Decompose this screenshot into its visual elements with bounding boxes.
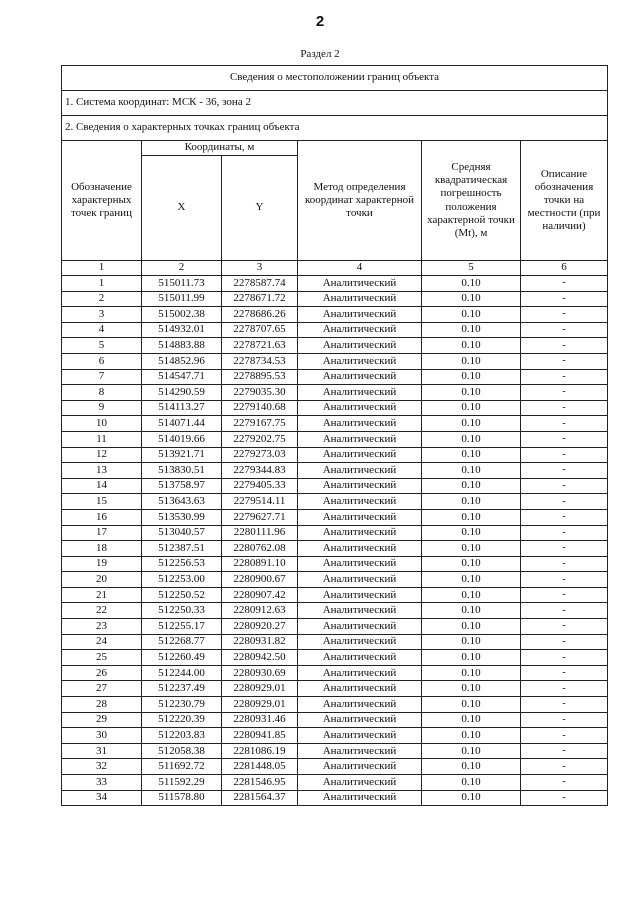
method-cell: Аналитический: [298, 416, 422, 432]
x-coordinate-cell: 513921.71: [142, 447, 222, 463]
table-row: [62, 759, 608, 775]
error-cell: 0.10: [422, 525, 521, 541]
header-x: X: [142, 156, 222, 261]
point-number-cell: 7: [62, 369, 142, 385]
error-cell: 0.10: [422, 790, 521, 806]
method-cell: Аналитический: [298, 603, 422, 619]
y-coordinate-cell: 2280762.08: [222, 541, 298, 557]
description-cell: -: [521, 494, 608, 510]
point-number-cell: 4: [62, 322, 142, 338]
y-coordinate-cell: 2278721.63: [222, 338, 298, 354]
table-row: [62, 603, 608, 619]
section-label: Раздел 2: [300, 48, 340, 60]
method-cell: Аналитический: [298, 400, 422, 416]
point-number-cell: 21: [62, 587, 142, 603]
description-cell: -: [521, 712, 608, 728]
y-coordinate-cell: 2280907.42: [222, 587, 298, 603]
x-coordinate-cell: 514883.88: [142, 338, 222, 354]
point-number-cell: 15: [62, 494, 142, 510]
table-row: [62, 665, 608, 681]
x-coordinate-cell: 512230.79: [142, 697, 222, 713]
error-cell: 0.10: [422, 494, 521, 510]
point-number-cell: 25: [62, 650, 142, 666]
point-number-cell: 34: [62, 790, 142, 806]
x-coordinate-cell: 512244.00: [142, 665, 222, 681]
x-coordinate-cell: 512268.77: [142, 634, 222, 650]
y-coordinate-cell: 2280931.46: [222, 712, 298, 728]
point-number-cell: 22: [62, 603, 142, 619]
y-coordinate-cell: 2281086.19: [222, 743, 298, 759]
point-number-cell: 33: [62, 775, 142, 791]
description-cell: -: [521, 541, 608, 557]
table-row: [62, 307, 608, 323]
point-number-cell: 24: [62, 634, 142, 650]
x-coordinate-cell: 511592.29: [142, 775, 222, 791]
table-row: [62, 478, 608, 494]
table-row: [62, 338, 608, 354]
method-cell: Аналитический: [298, 619, 422, 635]
error-cell: 0.10: [422, 416, 521, 432]
description-cell: -: [521, 556, 608, 572]
column-number: 3: [222, 261, 298, 276]
table-row: [62, 416, 608, 432]
header-description: Описание обозначения точки на местности (при наличии): [521, 141, 608, 261]
error-cell: 0.10: [422, 681, 521, 697]
table-row: [62, 681, 608, 697]
error-cell: 0.10: [422, 650, 521, 666]
table-row: [62, 619, 608, 635]
point-number-cell: 20: [62, 572, 142, 588]
method-cell: Аналитический: [298, 478, 422, 494]
y-coordinate-cell: 2280929.01: [222, 681, 298, 697]
page-number: 2: [315, 13, 325, 30]
method-cell: Аналитический: [298, 447, 422, 463]
x-coordinate-cell: 512387.51: [142, 541, 222, 557]
y-coordinate-cell: 2280920.27: [222, 619, 298, 635]
description-cell: -: [521, 400, 608, 416]
description-cell: -: [521, 385, 608, 401]
description-cell: -: [521, 369, 608, 385]
description-cell: -: [521, 322, 608, 338]
table-row: [62, 728, 608, 744]
y-coordinate-cell: 2278707.65: [222, 322, 298, 338]
method-cell: Аналитический: [298, 681, 422, 697]
y-coordinate-cell: 2278895.53: [222, 369, 298, 385]
description-cell: -: [521, 681, 608, 697]
point-number-cell: 3: [62, 307, 142, 323]
header-error: Средняя квадратическая погрешность положения характерной точки (Mt), м: [422, 141, 521, 261]
x-coordinate-cell: 512250.33: [142, 603, 222, 619]
table-row: [62, 634, 608, 650]
x-coordinate-cell: 514547.71: [142, 369, 222, 385]
table-row: [62, 276, 608, 292]
method-cell: Аналитический: [298, 369, 422, 385]
error-cell: 0.10: [422, 603, 521, 619]
method-cell: Аналитический: [298, 587, 422, 603]
method-cell: Аналитический: [298, 463, 422, 479]
x-coordinate-cell: 512255.17: [142, 619, 222, 635]
description-cell: -: [521, 525, 608, 541]
error-cell: 0.10: [422, 431, 521, 447]
column-number-row: [62, 261, 608, 276]
table-row: [62, 431, 608, 447]
x-coordinate-cell: 513830.51: [142, 463, 222, 479]
point-number-cell: 29: [62, 712, 142, 728]
header-coordinates: Координаты, м: [142, 141, 298, 156]
description-cell: -: [521, 634, 608, 650]
point-number-cell: 23: [62, 619, 142, 635]
x-coordinate-cell: 514290.59: [142, 385, 222, 401]
x-coordinate-cell: 512058.38: [142, 743, 222, 759]
error-cell: 0.10: [422, 291, 521, 307]
table-row: [62, 322, 608, 338]
description-cell: -: [521, 603, 608, 619]
description-cell: -: [521, 447, 608, 463]
description-cell: -: [521, 775, 608, 791]
method-cell: Аналитический: [298, 509, 422, 525]
error-cell: 0.10: [422, 447, 521, 463]
table-title: Сведения о местоположении границ объекта: [62, 66, 608, 91]
table-row: [62, 525, 608, 541]
method-cell: Аналитический: [298, 665, 422, 681]
error-cell: 0.10: [422, 743, 521, 759]
error-cell: 0.10: [422, 634, 521, 650]
method-cell: Аналитический: [298, 525, 422, 541]
error-cell: 0.10: [422, 541, 521, 557]
error-cell: 0.10: [422, 556, 521, 572]
column-number: 1: [62, 261, 142, 276]
error-cell: 0.10: [422, 322, 521, 338]
description-cell: -: [521, 587, 608, 603]
point-number-cell: 30: [62, 728, 142, 744]
table-row: [62, 463, 608, 479]
point-number-cell: 6: [62, 353, 142, 369]
y-coordinate-cell: 2279273.03: [222, 447, 298, 463]
point-number-cell: 11: [62, 431, 142, 447]
description-cell: -: [521, 463, 608, 479]
error-cell: 0.10: [422, 369, 521, 385]
point-number-cell: 8: [62, 385, 142, 401]
x-coordinate-cell: 514019.66: [142, 431, 222, 447]
y-coordinate-cell: 2278671.72: [222, 291, 298, 307]
error-cell: 0.10: [422, 572, 521, 588]
description-cell: -: [521, 743, 608, 759]
x-coordinate-cell: 512203.83: [142, 728, 222, 744]
point-number-cell: 19: [62, 556, 142, 572]
method-cell: Аналитический: [298, 634, 422, 650]
error-cell: 0.10: [422, 775, 521, 791]
error-cell: 0.10: [422, 587, 521, 603]
points-heading: 2. Сведения о характерных точках границ объекта: [62, 116, 608, 141]
point-number-cell: 17: [62, 525, 142, 541]
y-coordinate-cell: 2280912.63: [222, 603, 298, 619]
table-row: [62, 572, 608, 588]
y-coordinate-cell: 2280942.50: [222, 650, 298, 666]
table-row: [62, 697, 608, 713]
table-row: [62, 509, 608, 525]
header-y: Y: [222, 156, 298, 261]
method-cell: Аналитический: [298, 291, 422, 307]
method-cell: Аналитический: [298, 572, 422, 588]
header-point: Обозначение характерных точек границ: [62, 141, 142, 261]
table-row: [62, 400, 608, 416]
x-coordinate-cell: 515002.38: [142, 307, 222, 323]
table-row: [62, 775, 608, 791]
method-cell: Аналитический: [298, 353, 422, 369]
description-cell: -: [521, 338, 608, 354]
method-cell: Аналитический: [298, 556, 422, 572]
x-coordinate-cell: 514113.27: [142, 400, 222, 416]
point-number-cell: 1: [62, 276, 142, 292]
y-coordinate-cell: 2280931.82: [222, 634, 298, 650]
error-cell: 0.10: [422, 665, 521, 681]
error-cell: 0.10: [422, 509, 521, 525]
column-number: 5: [422, 261, 521, 276]
table-row: [62, 447, 608, 463]
x-coordinate-cell: 514852.96: [142, 353, 222, 369]
table-row: [62, 541, 608, 557]
y-coordinate-cell: 2278734.53: [222, 353, 298, 369]
description-cell: -: [521, 416, 608, 432]
table-row: [62, 385, 608, 401]
error-cell: 0.10: [422, 619, 521, 635]
x-coordinate-cell: 512260.49: [142, 650, 222, 666]
y-coordinate-cell: 2279514.11: [222, 494, 298, 510]
y-coordinate-cell: 2280941.85: [222, 728, 298, 744]
y-coordinate-cell: 2280891.10: [222, 556, 298, 572]
x-coordinate-cell: 514932.01: [142, 322, 222, 338]
description-cell: -: [521, 650, 608, 666]
point-number-cell: 27: [62, 681, 142, 697]
y-coordinate-cell: 2280111.96: [222, 525, 298, 541]
description-cell: -: [521, 307, 608, 323]
x-coordinate-cell: 511578.80: [142, 790, 222, 806]
error-cell: 0.10: [422, 759, 521, 775]
y-coordinate-cell: 2279167.75: [222, 416, 298, 432]
header-method: Метод определения координат характерной точки: [298, 141, 422, 261]
table-row: [62, 556, 608, 572]
x-coordinate-cell: 513040.57: [142, 525, 222, 541]
table-row: [62, 790, 608, 806]
y-coordinate-cell: 2281564.37: [222, 790, 298, 806]
x-coordinate-cell: 512250.52: [142, 587, 222, 603]
y-coordinate-cell: 2280929.01: [222, 697, 298, 713]
y-coordinate-cell: 2279405.33: [222, 478, 298, 494]
description-cell: -: [521, 276, 608, 292]
description-cell: -: [521, 728, 608, 744]
error-cell: 0.10: [422, 385, 521, 401]
x-coordinate-cell: 512256.53: [142, 556, 222, 572]
x-coordinate-cell: 513530.99: [142, 509, 222, 525]
method-cell: Аналитический: [298, 431, 422, 447]
description-cell: -: [521, 619, 608, 635]
point-number-cell: 9: [62, 400, 142, 416]
boundary-points-table: [61, 65, 608, 806]
table-row: [62, 587, 608, 603]
description-cell: -: [521, 572, 608, 588]
x-coordinate-cell: 514071.44: [142, 416, 222, 432]
x-coordinate-cell: 512237.49: [142, 681, 222, 697]
y-coordinate-cell: 2278587.74: [222, 276, 298, 292]
y-coordinate-cell: 2279202.75: [222, 431, 298, 447]
y-coordinate-cell: 2280900.67: [222, 572, 298, 588]
error-cell: 0.10: [422, 276, 521, 292]
description-cell: -: [521, 509, 608, 525]
point-number-cell: 14: [62, 478, 142, 494]
method-cell: Аналитический: [298, 743, 422, 759]
method-cell: Аналитический: [298, 307, 422, 323]
error-cell: 0.10: [422, 400, 521, 416]
point-number-cell: 31: [62, 743, 142, 759]
description-cell: -: [521, 353, 608, 369]
x-coordinate-cell: 512253.00: [142, 572, 222, 588]
table-row: [62, 369, 608, 385]
method-cell: Аналитический: [298, 338, 422, 354]
table-row: [62, 494, 608, 510]
method-cell: Аналитический: [298, 697, 422, 713]
y-coordinate-cell: 2280930.69: [222, 665, 298, 681]
error-cell: 0.10: [422, 307, 521, 323]
point-number-cell: 2: [62, 291, 142, 307]
column-number: 2: [142, 261, 222, 276]
table-row: [62, 291, 608, 307]
table-row: [62, 712, 608, 728]
point-number-cell: 16: [62, 509, 142, 525]
description-cell: -: [521, 665, 608, 681]
table-row: [62, 650, 608, 666]
method-cell: Аналитический: [298, 541, 422, 557]
y-coordinate-cell: 2281448.05: [222, 759, 298, 775]
method-cell: Аналитический: [298, 276, 422, 292]
method-cell: Аналитический: [298, 385, 422, 401]
y-coordinate-cell: 2279627.71: [222, 509, 298, 525]
x-coordinate-cell: 512220.39: [142, 712, 222, 728]
method-cell: Аналитический: [298, 712, 422, 728]
table-row: [62, 353, 608, 369]
y-coordinate-cell: 2279035.30: [222, 385, 298, 401]
description-cell: -: [521, 790, 608, 806]
point-number-cell: 18: [62, 541, 142, 557]
description-cell: -: [521, 431, 608, 447]
method-cell: Аналитический: [298, 775, 422, 791]
column-number: 6: [521, 261, 608, 276]
x-coordinate-cell: 515011.73: [142, 276, 222, 292]
error-cell: 0.10: [422, 697, 521, 713]
y-coordinate-cell: 2279344.83: [222, 463, 298, 479]
description-cell: -: [521, 759, 608, 775]
x-coordinate-cell: 515011.99: [142, 291, 222, 307]
point-number-cell: 10: [62, 416, 142, 432]
point-number-cell: 26: [62, 665, 142, 681]
method-cell: Аналитический: [298, 759, 422, 775]
error-cell: 0.10: [422, 728, 521, 744]
method-cell: Аналитический: [298, 728, 422, 744]
y-coordinate-cell: 2278686.26: [222, 307, 298, 323]
description-cell: -: [521, 697, 608, 713]
method-cell: Аналитический: [298, 322, 422, 338]
method-cell: Аналитический: [298, 790, 422, 806]
method-cell: Аналитический: [298, 650, 422, 666]
error-cell: 0.10: [422, 463, 521, 479]
table-row: [62, 743, 608, 759]
point-number-cell: 28: [62, 697, 142, 713]
y-coordinate-cell: 2279140.68: [222, 400, 298, 416]
error-cell: 0.10: [422, 712, 521, 728]
description-cell: -: [521, 291, 608, 307]
method-cell: Аналитический: [298, 494, 422, 510]
column-number: 4: [298, 261, 422, 276]
point-number-cell: 13: [62, 463, 142, 479]
x-coordinate-cell: 513758.97: [142, 478, 222, 494]
error-cell: 0.10: [422, 478, 521, 494]
y-coordinate-cell: 2281546.95: [222, 775, 298, 791]
x-coordinate-cell: 513643.63: [142, 494, 222, 510]
coordinate-system: 1. Система координат: МСК - 36, зона 2: [62, 91, 608, 116]
point-number-cell: 12: [62, 447, 142, 463]
description-cell: -: [521, 478, 608, 494]
error-cell: 0.10: [422, 353, 521, 369]
error-cell: 0.10: [422, 338, 521, 354]
x-coordinate-cell: 511692.72: [142, 759, 222, 775]
point-number-cell: 5: [62, 338, 142, 354]
point-number-cell: 32: [62, 759, 142, 775]
